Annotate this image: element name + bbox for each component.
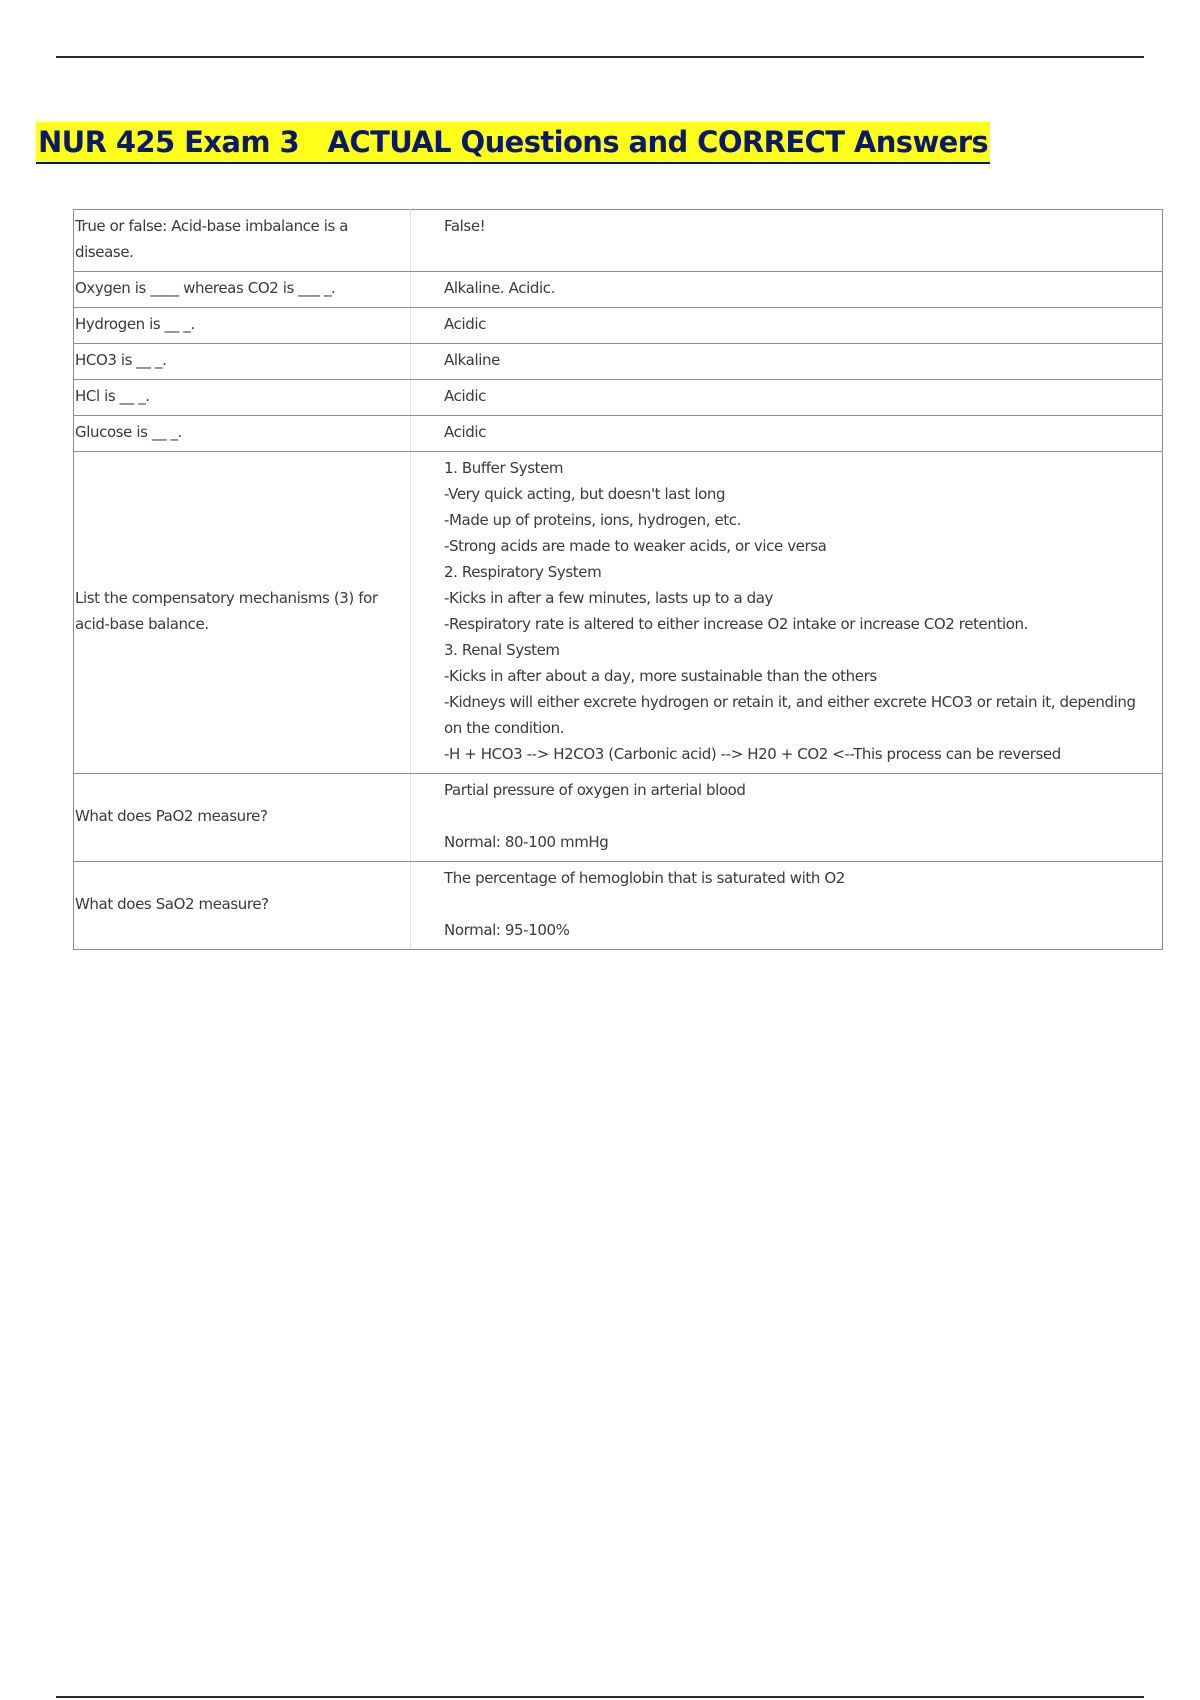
answer-line: Acidic	[444, 423, 486, 441]
answer-line: 1. Buffer System	[444, 459, 564, 477]
answer-line: Alkaline. Acidic.	[444, 279, 555, 297]
question-cell	[74, 272, 411, 308]
question-cell	[74, 344, 411, 380]
question-text: What does PaO2 measure?	[75, 807, 268, 825]
answer-line: Normal: 95-100%	[444, 921, 570, 939]
table-row	[74, 344, 1163, 380]
answer-line: -Made up of proteins, ions, hydrogen, etc.	[444, 511, 741, 529]
answer-line	[444, 803, 1154, 829]
page-title: NUR 425 Exam 3 ACTUAL Questions and CORRECT Answers	[36, 122, 990, 164]
table-row	[74, 416, 1163, 452]
question-text: Glucose is __ _.	[75, 423, 182, 441]
table-row	[74, 862, 1163, 950]
table-row	[74, 210, 1163, 272]
question-text: Oxygen is ____ whereas CO2 is ___ _.	[75, 279, 336, 297]
header-rule	[56, 56, 1144, 58]
answer-line: Acidic	[444, 315, 486, 333]
answer-cell	[411, 452, 1163, 774]
answer-line: Alkaline	[444, 351, 500, 369]
answer-line: -Kicks in after about a day, more sustainable than the others	[444, 667, 877, 685]
table-row	[74, 308, 1163, 344]
answer-line	[444, 891, 1154, 917]
answer-cell	[411, 308, 1163, 344]
answer-line: Partial pressure of oxygen in arterial blood	[444, 781, 746, 799]
question-cell	[74, 308, 411, 344]
qa-table	[73, 209, 1163, 950]
answer-line: -Very quick acting, but doesn't last long	[444, 485, 726, 503]
answer-cell	[411, 774, 1163, 862]
answer-line: Acidic	[444, 387, 486, 405]
question-cell	[74, 416, 411, 452]
question-cell	[74, 862, 411, 950]
question-cell	[74, 380, 411, 416]
answer-line: -Kidneys will either excrete hydrogen or retain it, and either excrete HCO3 or retain it, depending on the condition.	[444, 693, 1136, 737]
question-cell	[74, 774, 411, 862]
answer-line: False!	[444, 217, 486, 235]
answer-cell	[411, 862, 1163, 950]
question-text: Hydrogen is __ _.	[75, 315, 195, 333]
footer-rule	[56, 1696, 1144, 1698]
title-block	[36, 122, 990, 164]
answer-line: -Kicks in after a few minutes, lasts up to a day	[444, 589, 774, 607]
answer-cell	[411, 344, 1163, 380]
answer-cell	[411, 416, 1163, 452]
answer-line: -Respiratory rate is altered to either increase O2 intake or increase CO2 retention.	[444, 615, 1028, 633]
answer-line: -Strong acids are made to weaker acids, or vice versa	[444, 537, 827, 555]
answer-line: -H + HCO3 --> H2CO3 (Carbonic acid) --> H20 + CO2 <--This process can be reversed	[444, 745, 1061, 763]
table-row	[74, 452, 1163, 774]
answer-line: 2. Respiratory System	[444, 563, 602, 581]
answer-cell	[411, 210, 1163, 272]
question-text: HCO3 is __ _.	[75, 351, 167, 369]
table-row	[74, 774, 1163, 862]
question-text: HCl is __ _.	[75, 387, 150, 405]
question-cell	[74, 210, 411, 272]
answer-line: The percentage of hemoglobin that is saturated with O2	[444, 869, 845, 887]
answer-line: 3. Renal System	[444, 641, 560, 659]
question-cell	[74, 452, 411, 774]
question-text: What does SaO2 measure?	[75, 895, 269, 913]
question-text: List the compensatory mechanisms (3) for acid-base balance.	[75, 589, 378, 633]
table-row	[74, 272, 1163, 308]
answer-line: Normal: 80-100 mmHg	[444, 833, 609, 851]
answer-cell	[411, 272, 1163, 308]
question-text: True or false: Acid-base imbalance is a disease.	[75, 217, 349, 261]
answer-cell	[411, 380, 1163, 416]
table-row	[74, 380, 1163, 416]
